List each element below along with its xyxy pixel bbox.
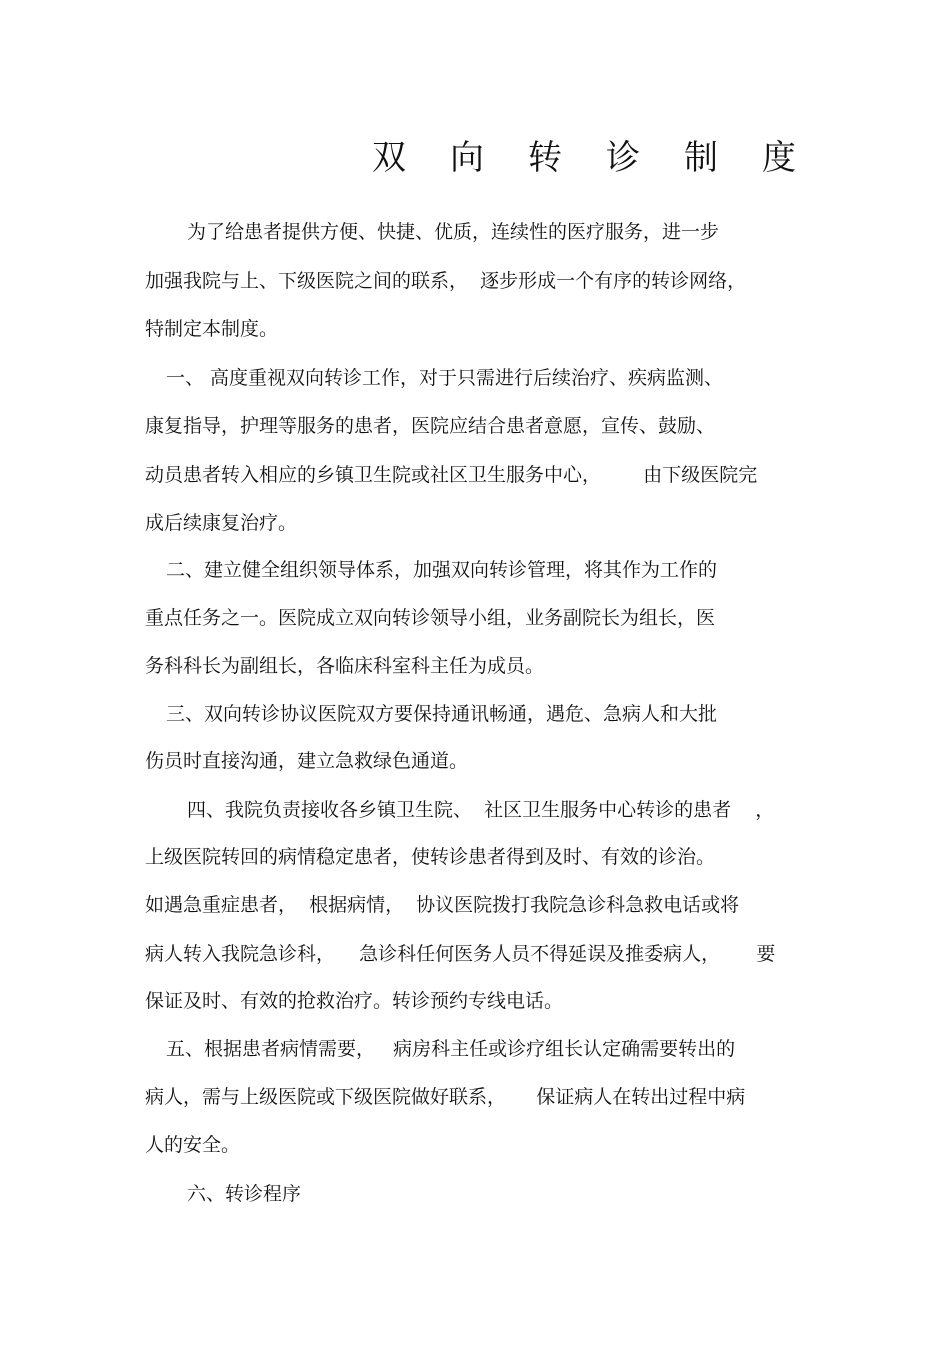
- paragraph-line: 重点任务之一。医院成立双向转诊领导小组，业务副院长为组长，医: [145, 607, 716, 629]
- paragraph-line: 特制定本制度。: [145, 318, 279, 340]
- paragraph-line: 保证及时、有效的抢救治疗。转诊预约专线电话。: [145, 990, 564, 1012]
- paragraph-line: 为了给患者提供方便、快捷、优质，连续性的医疗服务，进一步: [187, 221, 720, 243]
- paragraph-line: 务科科长为副组长，各临床科室科主任为成员。: [145, 655, 545, 677]
- paragraph-line: 四、我院负责接收各乡镇卫生院、 社区卫生服务中心转诊的患者 ，: [187, 799, 775, 821]
- paragraph-line: 伤员时直接沟通，建立急救绿色通道。: [145, 750, 469, 772]
- paragraph-line: 成后续康复治疗。: [145, 512, 298, 534]
- section-heading: 六、转诊程序: [187, 1183, 302, 1205]
- paragraph-line: 三、双向转诊协议医院双方要保持通讯畅通，遇危、急病人和大批: [166, 703, 718, 725]
- paragraph-line: 病人，需与上级医院或下级医院做好联系， 保证病人在转出过程中病: [145, 1086, 746, 1108]
- paragraph-line: 五、根据患者病情需要， 病房科主任或诊疗组长认定确需要转出的: [166, 1038, 736, 1060]
- paragraph-line: 加强我院与上、下级医院之间的联系， 逐步形成一个有序的转诊网络，: [145, 270, 747, 292]
- paragraph-line: 人的安全。: [145, 1134, 241, 1156]
- paragraph-line: 二、建立健全组织领导体系，加强双向转诊管理，将其作为工作的: [166, 559, 718, 581]
- paragraph-line: 动员患者转入相应的乡镇卫生院或社区卫生服务中心， 由下级医院完: [145, 464, 758, 486]
- paragraph-line: 病人转入我院急诊科， 急诊科任何医务人员不得延误及推委病人， 要: [145, 943, 776, 965]
- document-title: 双向转诊制度: [372, 138, 840, 178]
- paragraph-line: 如遇急重症患者， 根据病情， 协议医院拨打我院急诊科急救电话或将: [145, 894, 740, 916]
- paragraph-line: 上级医院转回的病情稳定患者，使转诊患者得到及时、有效的诊治。: [145, 846, 716, 868]
- paragraph-line: 康复指导，护理等服务的患者，医院应结合患者意愿，宣传、鼓励、: [145, 415, 716, 437]
- paragraph-line: 一、 高度重视双向转诊工作，对于只需进行后续治疗、疾病监测、: [166, 367, 724, 389]
